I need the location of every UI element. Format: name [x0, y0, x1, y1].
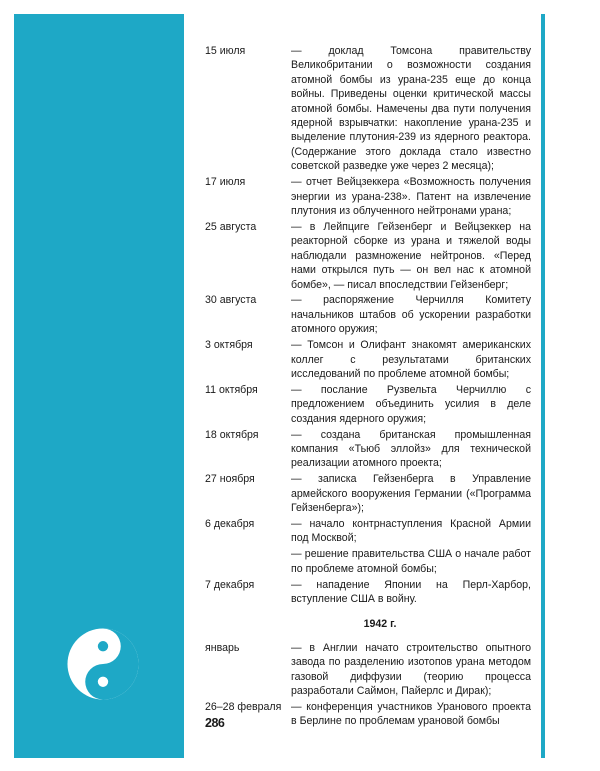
- entry-date: [205, 547, 291, 576]
- entry-date: 17 июля: [205, 176, 246, 189]
- chronology-entry: [205, 220, 531, 292]
- chronology-content: [205, 44, 531, 730]
- chronology-entry: [205, 517, 531, 546]
- entry-text: — решение правительства США о начале работ по проблеме атомной бомбы;: [291, 548, 531, 575]
- entry-text: — отчет Вейцзеккера «Возможность получения энергии из урана-238». Патент на извлечение плутония из облученного нейтронами урана;: [291, 176, 531, 217]
- entry-text: — в Лейпциге Гейзенберг и Вейцзеккер на реакторной сборке из урана и тяжелой воды наблюдали размножение нейтронов. «Перед нами открылся путь — он вел нас к атомной бомбе», — писал впоследствии Гейзенберг;: [291, 220, 531, 291]
- year-heading: 1942 г.: [363, 618, 397, 631]
- entry-date: 26–28 февраля: [205, 700, 282, 713]
- entry-text: — доклад Томсона правительству Великобритании о возможности создания атомной бомбы из урана-235 еще до конца войны. Приведены оценки критической массы атомной бомбы. Намечены два пути получения ядерной взрывчатки: накопление урана-235 и выделение плутония-239 из ядерного реактора. (Содержание этого доклада стало известно советской разведке уже через 2 месяца);: [291, 45, 531, 173]
- chronology-entry: [205, 44, 531, 174]
- chronology-entry: [205, 175, 531, 218]
- chronology-entry: [205, 472, 531, 515]
- entry-date: 6 декабря: [205, 518, 255, 530]
- page-number: 286: [205, 716, 225, 730]
- chronology-entry: [205, 293, 531, 336]
- entry-date: 3 октября: [205, 339, 253, 352]
- entry-date: 7 декабря: [205, 578, 255, 591]
- entry-text: — Томсон и Олифант знакомят американских коллег с результатами британских исследований по проблеме атомной бомбы;: [291, 339, 531, 380]
- chronology-entry: [205, 338, 531, 381]
- entry-text: — создана британская промышленная компания «Тьюб эллойз» для технической реализации атомного проекта;: [291, 428, 531, 470]
- right-margin-rule: [541, 14, 545, 758]
- entry-text: — записка Гейзенберга в Управление армейского вооружения Германии («Программа Гейзенберга»);: [291, 473, 531, 515]
- entry-text: — нападение Японии на Перл-Харбор, вступление США в войну.: [291, 578, 531, 606]
- entry-date: 25 августа: [205, 220, 257, 233]
- entry-date: 27 ноября: [205, 473, 255, 486]
- entries-1941: [205, 44, 531, 606]
- entry-text: — послание Рузвельта Черчиллю с предложением объединить усилия в деле создания ядерного оружия;: [291, 383, 531, 425]
- entry-text: — распоряжение Черчилля Комитету начальников штабов об ускорении разработки атомного оружия;: [291, 294, 531, 336]
- chronology-entry: [205, 578, 531, 607]
- entry-date: 30 августа: [205, 294, 257, 307]
- chronology-entry: [205, 641, 531, 699]
- entry-date: 18 октября: [205, 428, 259, 441]
- entry-text: — в Англии начато строительство опытного завода по разделению изотопов урана методом газовой диффузии (теорию процесса разработали Саймон, Пайерлс и Дирак);: [291, 641, 531, 698]
- chronology-entry: [205, 700, 531, 729]
- chronology-entry: [205, 547, 531, 576]
- entry-text: — конференция участников Уранового проекта в Берлине по проблемам урановой бомбы: [291, 700, 531, 728]
- entry-date: 15 июля: [205, 45, 246, 57]
- chronology-entry: [205, 383, 531, 426]
- entry-text: — начало контрнаступления Красной Армии под Москвой;: [291, 518, 531, 545]
- entry-date: январь: [205, 641, 240, 654]
- entries-1942: [205, 641, 531, 729]
- chronology-entry: [205, 428, 531, 471]
- yin-yang-icon: [66, 627, 140, 701]
- entry-date: 11 октября: [205, 383, 258, 396]
